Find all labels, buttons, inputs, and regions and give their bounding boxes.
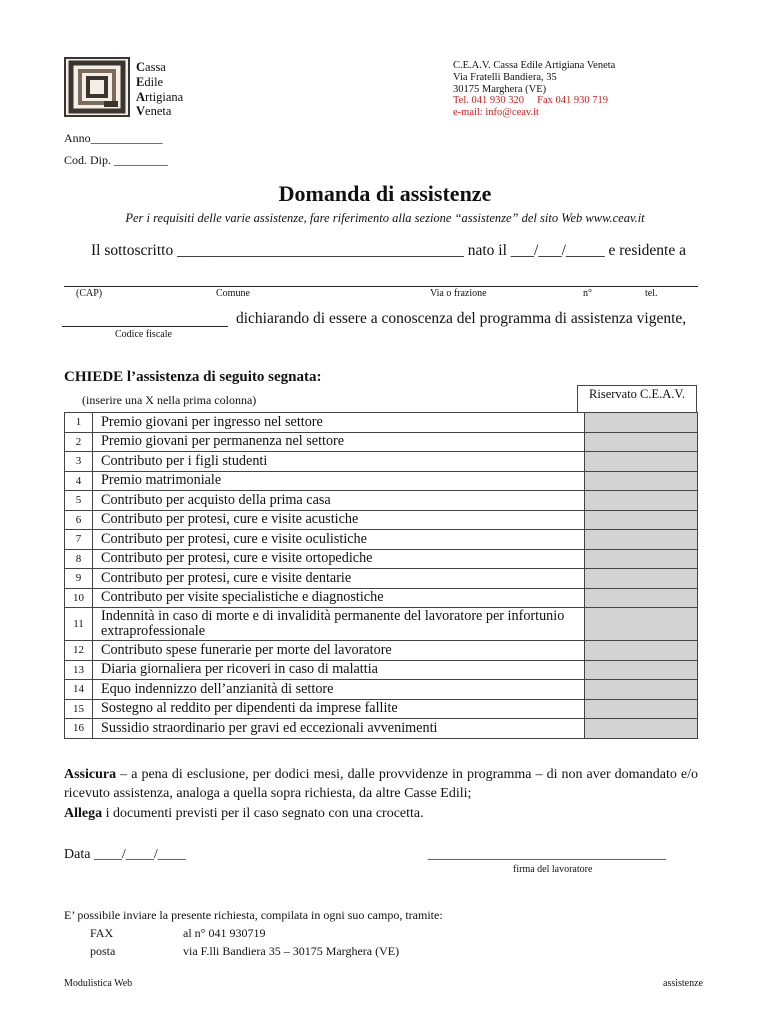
reserved-cell (585, 510, 698, 530)
option-number: 1 (65, 413, 93, 433)
option-number: 10 (65, 588, 93, 608)
options-table (64, 412, 698, 739)
option-number: 9 (65, 569, 93, 589)
table-row (65, 471, 698, 491)
section-instruction: (inserire una X nella prima colonna) (82, 393, 257, 407)
cap-label: (CAP) (76, 288, 103, 299)
org-tel: Tel. 041 930 320 (453, 95, 525, 107)
allega-paragraph: Allega i documenti previsti per il caso segnato con una crocetta. (64, 806, 424, 821)
reserved-cell (585, 432, 698, 452)
option-number: 11 (65, 608, 93, 641)
reserved-cell (585, 641, 698, 661)
ceav-logo-icon (64, 57, 130, 117)
date-field[interactable]: Data ____/____/____ (64, 847, 186, 862)
option-number: 16 (65, 719, 93, 739)
section-heading: CHIEDE l’assistenza di seguito segnata: (64, 369, 322, 385)
option-number: 2 (65, 432, 93, 452)
reserved-cell (585, 608, 698, 641)
option-description[interactable]: Contributo per protesi, cure e visite dentarie (93, 569, 585, 589)
sending-intro: E’ possibile inviare la presente richiesta, compilata in ogni suo campo, tramite: (64, 908, 443, 922)
option-description[interactable]: Premio giovani per ingresso nel settore (93, 413, 585, 433)
signature-field[interactable]: __________________________________ (428, 847, 666, 862)
table-row (65, 680, 698, 700)
logo-wordmark: Cassa Edile Artigiana Veneta (136, 60, 184, 119)
org-city: 30175 Marghera (VE) (453, 83, 547, 95)
declaration-text: dichiarando di essere a conoscenza del programma di assistenza vigente, (236, 310, 687, 327)
reserved-cell (585, 491, 698, 511)
option-description[interactable]: Sostegno al reddito per dipendenti da imprese fallite (93, 699, 585, 719)
footer-left: Modulistica Web (64, 978, 133, 989)
org-fax: Fax 041 930 719 (537, 95, 609, 107)
org-street: Via Fratelli Bandiera, 35 (453, 71, 557, 83)
reserved-cell (585, 719, 698, 739)
reserved-cell (585, 588, 698, 608)
option-number: 6 (65, 510, 93, 530)
option-description[interactable]: Indennità in caso di morte e di invalidità permanente del lavoratore per infortunio extraprofessionale (93, 608, 585, 641)
table-row (65, 569, 698, 589)
table-row (65, 608, 698, 641)
table-row (65, 432, 698, 452)
applicant-line[interactable]: Il sottoscritto _____________________________________ nato il ___/___/_____ e residente a (91, 242, 686, 259)
table-row (65, 491, 698, 511)
option-description[interactable]: Contributo per visite specialistiche e diagnostiche (93, 588, 585, 608)
option-description[interactable]: Contributo per protesi, cure e visite oculistiche (93, 530, 585, 550)
table-row (65, 452, 698, 472)
option-number: 13 (65, 660, 93, 680)
table-row (65, 588, 698, 608)
option-description[interactable]: Contributo per protesi, cure e visite ortopediche (93, 549, 585, 569)
table-row (65, 510, 698, 530)
reserved-cell (585, 413, 698, 433)
reserved-ceav-header: Riservato C.E.A.V. (577, 385, 697, 412)
assicura-paragraph: Assicura – a pena di esclusione, per dodici mesi, dalle provvidenze in programma – di non aver domandato e/o ricevuto assistenza, analoga a quella sopra richiesta, da altre Casse Edili; (64, 767, 698, 801)
reserved-cell (585, 569, 698, 589)
cod-dip-field[interactable]: Cod. Dip. _________ (64, 153, 169, 167)
table-row (65, 530, 698, 550)
option-number: 7 (65, 530, 93, 550)
option-number: 8 (65, 549, 93, 569)
option-number: 12 (65, 641, 93, 661)
signature-label: firma del lavoratore (513, 864, 593, 875)
footer-right: assistenze (663, 978, 703, 989)
option-description[interactable]: Contributo spese funerarie per morte del lavoratore (93, 641, 585, 661)
post-value: via F.lli Bandiera 35 – 30175 Marghera (VE) (183, 944, 400, 958)
page-title: Domanda di assistenze (278, 181, 492, 206)
reserved-cell (585, 452, 698, 472)
org-name: C.E.A.V. Cassa Edile Artigiana Veneta (453, 60, 616, 71)
reserved-cell (585, 549, 698, 569)
residence-line[interactable] (64, 286, 698, 287)
civic-number-label: n° (583, 288, 592, 299)
reserved-cell (585, 530, 698, 550)
table-row (65, 660, 698, 680)
reserved-cell (585, 699, 698, 719)
post-label: posta (90, 944, 116, 958)
table-row (65, 413, 698, 433)
table-row (65, 719, 698, 739)
comune-label: Comune (216, 288, 250, 299)
anno-field[interactable]: Anno____________ (64, 131, 163, 145)
table-row (65, 641, 698, 661)
option-description[interactable]: Contributo per acquisto della prima casa (93, 491, 585, 511)
reserved-cell (585, 680, 698, 700)
option-description[interactable]: Contributo per protesi, cure e visite acustiche (93, 510, 585, 530)
option-description[interactable]: Equo indennizzo dell’anzianità di settore (93, 680, 585, 700)
fiscal-code-label: Codice fiscale (115, 329, 172, 340)
option-description[interactable]: Sussidio straordinario per gravi ed eccezionali avvenimenti (93, 719, 585, 739)
fax-label: FAX (90, 926, 114, 940)
reserved-cell (585, 471, 698, 491)
via-label: Via o frazione (430, 288, 487, 299)
option-number: 5 (65, 491, 93, 511)
option-number: 14 (65, 680, 93, 700)
option-description[interactable]: Premio matrimoniale (93, 471, 585, 491)
option-description[interactable]: Diaria giornaliera per ricoveri in caso di malattia (93, 660, 585, 680)
option-number: 3 (65, 452, 93, 472)
option-description[interactable]: Premio giovani per permanenza nel settore (93, 432, 585, 452)
option-number: 15 (65, 699, 93, 719)
option-description[interactable]: Contributo per i figli studenti (93, 452, 585, 472)
tel-label: tel. (645, 288, 658, 299)
table-row (65, 699, 698, 719)
page-subtitle: Per i requisiti delle varie assistenze, fare riferimento alla sezione “assistenze” del sito Web www.ceav.it (125, 211, 645, 225)
option-number: 4 (65, 471, 93, 491)
org-address (453, 60, 615, 119)
table-row (65, 549, 698, 569)
fiscal-code-line[interactable] (62, 326, 228, 327)
reserved-cell (585, 660, 698, 680)
org-email: e-mail: info@ceav.it (453, 107, 539, 119)
fax-value: al n° 041 930719 (183, 926, 266, 940)
